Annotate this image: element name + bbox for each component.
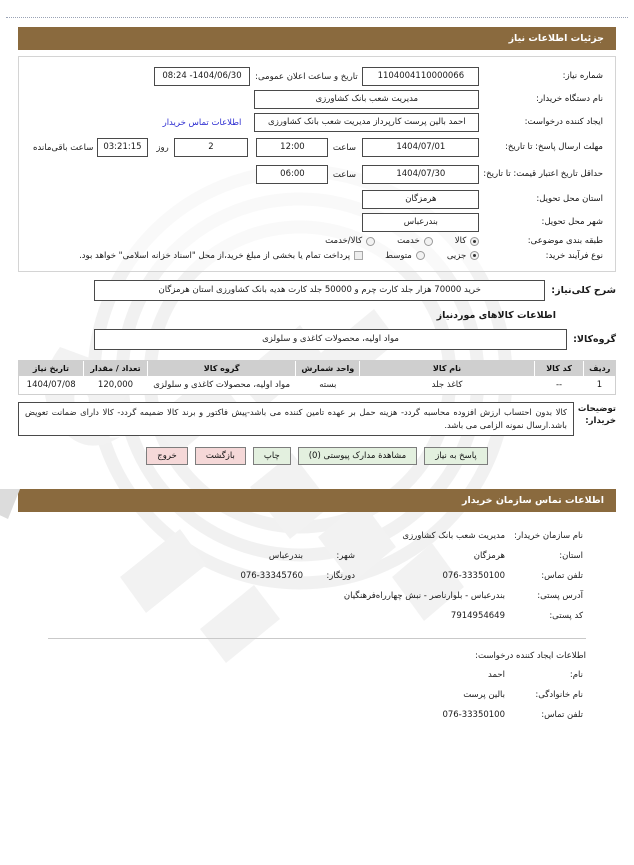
buyer-contact-link[interactable]: اطلاعات تماس خریدار: [162, 117, 242, 128]
radio-category-goods[interactable]: [470, 237, 479, 246]
buyer-notes-row: [18, 402, 616, 436]
deadline-hour-label: ساعت: [332, 142, 356, 153]
buyer-org-value: مدیریت شعب بانک کشاورزی: [254, 90, 479, 109]
contact-row-org: [48, 526, 586, 546]
validity-label: حداقل تاریخ اعتبار قیمت: تا تاریخ:: [483, 169, 603, 180]
radio-process-minor-label: جزیی: [446, 250, 467, 261]
print-button[interactable]: چاپ: [253, 447, 291, 465]
goods-table-header-row: [19, 361, 615, 376]
validity-time-value: 06:00: [256, 165, 328, 184]
need-number-label: شماره نیاز:: [562, 71, 603, 82]
need-number-value: 1104004110000066: [362, 67, 479, 86]
purchase-process-options: [31, 251, 479, 261]
contact-org-value: مدیریت شعب بانک کشاورزی: [402, 530, 505, 541]
contact-org-label: نام سازمان خریدار:: [514, 530, 583, 541]
radio-category-service[interactable]: [424, 237, 433, 246]
row-subject-category: [29, 234, 605, 249]
contact-fax-label: دورنگار:: [326, 570, 355, 581]
buyer-contact-section-header: اطلاعات تماس سازمان خریدار: [18, 489, 616, 512]
row-price-validity: [29, 161, 605, 188]
col-header-unit: واحد شمارش: [296, 361, 360, 376]
radio-category-goods-service[interactable]: [366, 237, 375, 246]
row-deadline: [29, 134, 605, 161]
need-summary-value: خرید 70000 هزار جلد کارت چرم و 50000 جلد کارت هدیه بانک کشاورزی استان هرمزگان: [94, 280, 545, 301]
validity-date-value: 1404/07/30: [362, 165, 479, 184]
contact-row-address: [48, 586, 586, 606]
buyer-org-label: نام دستگاه خریدار:: [536, 94, 603, 105]
buyer-notes-label-line2: خریدار:: [585, 416, 616, 427]
cell-code: --: [534, 376, 584, 394]
creator-label: ایجاد کننده درخواست:: [524, 117, 603, 128]
contact-postal-label: کد پستی:: [549, 610, 583, 621]
radio-process-medium-label: متوسط: [385, 250, 412, 261]
contact-province-label: استان:: [559, 550, 583, 561]
need-summary-row: [18, 280, 616, 301]
creator-first-name-value: احمد: [488, 669, 505, 680]
delivery-province-value: هرمزگان: [362, 190, 479, 209]
col-header-quantity: تعداد / مقدار: [83, 361, 147, 376]
deadline-date-value: 1404/07/01: [362, 138, 479, 157]
top-divider: [6, 17, 628, 18]
contact-phone-value: 076-33350100: [442, 570, 505, 581]
creator-table: [48, 665, 586, 725]
cell-need-date: 1404/07/08: [19, 376, 83, 394]
countdown-unit-label: ساعت باقی‌مانده: [33, 142, 94, 153]
radio-category-service-label: خدمت: [397, 236, 420, 247]
need-details-form: [29, 65, 605, 263]
row-buyer-org: [29, 88, 605, 111]
creator-section-title: اطلاعات ایجاد کننده درخواست:: [475, 650, 586, 661]
creator-last-name-label: نام خانوادگی:: [535, 689, 583, 700]
col-header-name: نام کالا: [360, 361, 534, 376]
col-header-group: گروه کالا: [148, 361, 296, 376]
action-buttons-row: [18, 447, 616, 465]
remaining-days-unit: روز: [156, 142, 169, 153]
creator-details: [18, 665, 616, 725]
countdown-value: 03:21:15: [97, 138, 147, 157]
row-creator: [29, 111, 605, 134]
creator-last-name-value: بالین پرست: [463, 689, 505, 700]
goods-group-row: [18, 329, 616, 350]
radio-category-goods-label: کالا: [454, 236, 467, 247]
delivery-city-label: شهر محل تحویل:: [541, 217, 603, 228]
row-delivery-city: [29, 211, 605, 234]
creator-first-name-label: نام:: [569, 669, 583, 680]
cell-row: 1: [584, 376, 615, 394]
contact-address-label: آدرس پستی:: [537, 590, 583, 601]
purchase-process-label: نوع فرآیند خرید:: [545, 250, 603, 261]
creator-row-last-name: [48, 685, 586, 705]
back-button[interactable]: بازگشت: [195, 447, 246, 465]
radio-category-goods-service-label: کالا/خدمت: [325, 236, 363, 247]
checkbox-islamic-treasury-bonds-label: پرداخت تمام یا بخشی از مبلغ خرید،از محل "اسناد خزانه اسلامی" خواهد بود.: [79, 250, 351, 261]
need-details-section-header: جزئیات اطلاعات نیاز: [18, 27, 616, 50]
respond-to-need-button[interactable]: پاسخ به نیاز: [424, 447, 488, 465]
contact-city-label: شهر:: [336, 550, 355, 561]
goods-table: [19, 361, 615, 394]
buyer-notes-label: [578, 402, 616, 436]
contact-row-province-city: [48, 546, 586, 566]
creator-value: احمد بالین پرست کارپرداز مدیریت شعب بانک کشاورزی: [254, 113, 479, 132]
buyer-notes-text: کالا بدون احتساب ارزش افزوده محاسبه گردد- هزینه حمل بر عهده تامین کننده می باشد-پیش فاکتور و برند کالا ضمیمه گردد- کالا دارای ضمانت تعویض باشد.ارسال نمونه الزامی می باشد.: [18, 402, 574, 436]
contact-row-phone-fax: [48, 566, 586, 586]
table-row: [19, 376, 615, 394]
contact-row-postal: [48, 606, 586, 626]
col-header-code: کد کالا: [534, 361, 584, 376]
contact-postal-value: 7914954649: [450, 610, 505, 621]
contact-city-value: بندرعباس: [268, 550, 303, 561]
cell-name: کاغذ جلد: [360, 376, 534, 394]
creator-row-phone: [48, 705, 586, 725]
cell-quantity: 120,000: [83, 376, 147, 394]
delivery-city-value: بندرعباس: [362, 213, 479, 232]
remaining-days-value: 2: [174, 138, 249, 157]
subject-category-label: طبقه بندی موضوعی:: [527, 236, 603, 246]
buyer-contact-details: [18, 526, 616, 626]
deadline-label: مهلت ارسال پاسخ: تا تاریخ:: [505, 142, 603, 153]
cell-group: مواد اولیه، محصولات کاغذی و سلولزی: [148, 376, 296, 394]
announce-datetime-label: تاریخ و ساعت اعلان عمومی:: [255, 71, 358, 82]
delivery-province-label: استان محل تحویل:: [536, 194, 603, 205]
goods-group-value: مواد اولیه، محصولات کاغذی و سلولزی: [94, 329, 567, 350]
buyer-contact-table: [48, 526, 586, 626]
contact-province-value: هرمزگان: [473, 550, 505, 561]
page-root: [0, 17, 634, 725]
radio-process-minor[interactable]: [470, 251, 479, 260]
exit-button[interactable]: خروج: [146, 447, 188, 465]
contact-fax-value: 076-33345760: [240, 570, 303, 581]
goods-subheading: اطلاعات کالاهای موردنیاز: [436, 310, 556, 322]
view-attachments-button[interactable]: مشاهدة مدارک پیوستی (0): [298, 447, 417, 465]
row-delivery-province: [29, 188, 605, 211]
buyer-notes-label-line1: توضیحات: [577, 404, 616, 415]
validity-hour-label: ساعت: [332, 169, 356, 180]
row-purchase-process: [29, 249, 605, 264]
radio-process-medium[interactable]: [416, 251, 425, 260]
goods-group-label: گروه‌کالا:: [573, 334, 616, 346]
subject-category-options: [31, 236, 479, 246]
announce-datetime-value: 1404/06/30- 08:24: [154, 67, 251, 86]
col-header-need-date: تاریخ نیاز: [19, 361, 83, 376]
need-details-card: [18, 56, 616, 272]
contact-phone-label: تلفن تماس:: [541, 570, 583, 581]
goods-table-wrapper: [18, 360, 616, 395]
cell-unit: بسته: [296, 376, 360, 394]
contact-address-value: بندرعباس - بلوارناصر - نبش چهارراه‌فرهنگیان: [343, 590, 505, 601]
creator-phone-label: تلفن تماس:: [541, 709, 583, 720]
checkbox-islamic-treasury-bonds[interactable]: [354, 251, 363, 260]
deadline-time-value: 12:00: [256, 138, 328, 157]
contact-creator-divider: [48, 638, 586, 639]
need-summary-label: شرح کلی‌نیاز:: [551, 285, 616, 297]
col-header-row: ردیف: [584, 361, 615, 376]
creator-phone-value: 076-33350100: [442, 709, 505, 720]
row-need-number: [29, 65, 605, 88]
creator-row-first-name: [48, 665, 586, 685]
